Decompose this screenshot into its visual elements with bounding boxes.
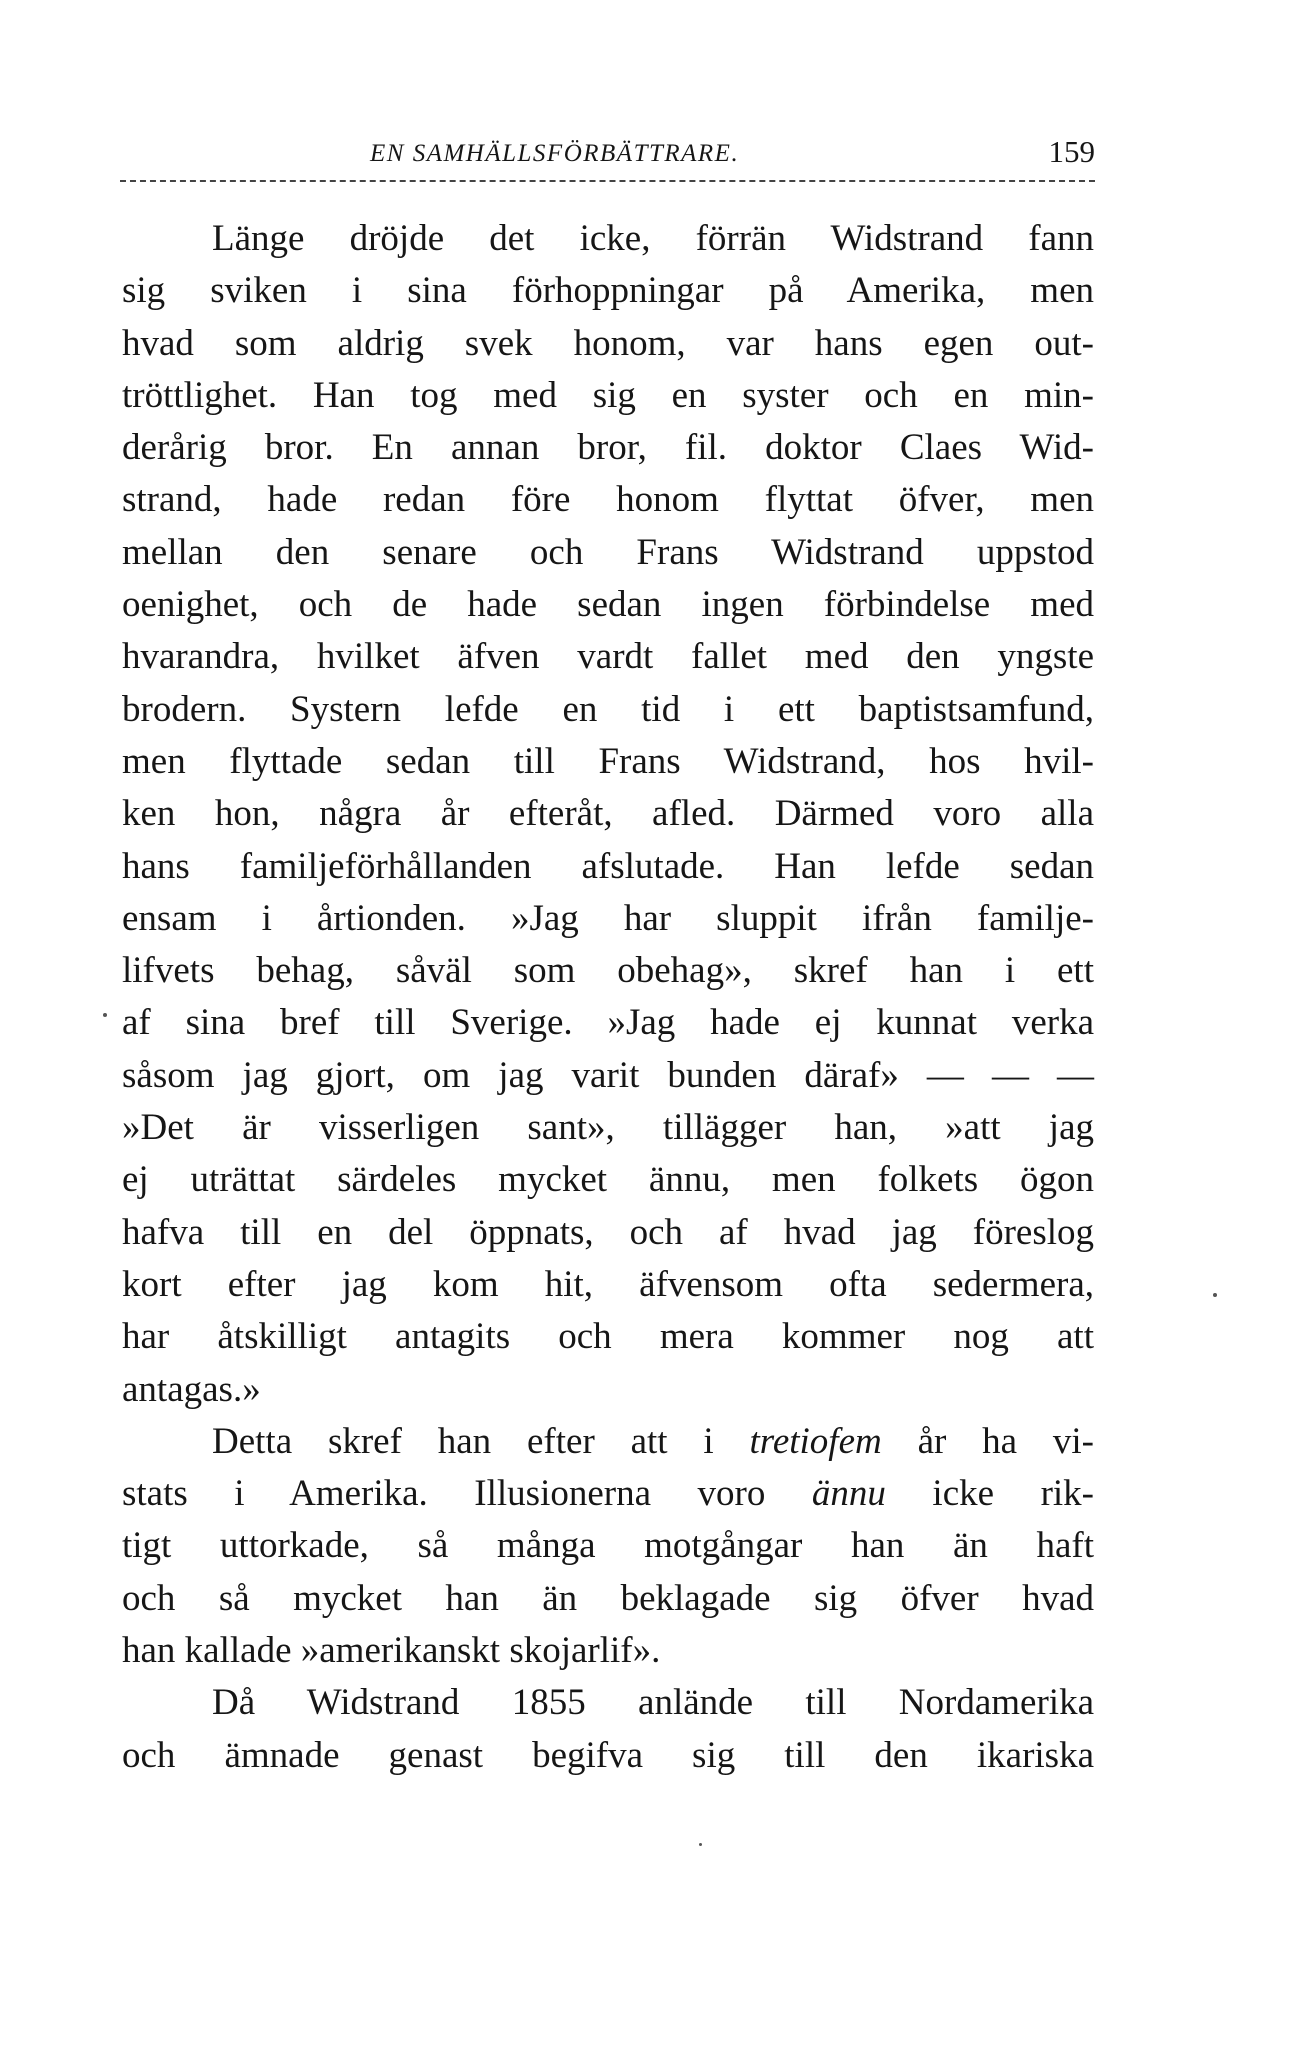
italic-word: ännu xyxy=(811,1473,886,1515)
text-line: Då Widstrand 1855 anlände till Nordamerika xyxy=(212,1682,1094,1724)
text-line: tröttlighet. Han tog med sig en syster och en min- xyxy=(122,374,1094,416)
text-line: derårig bror. En annan bror, fil. doktor Claes Wid- xyxy=(122,427,1094,469)
text-line: hvarandra, hvilket äfven vardt fallet med den yngste xyxy=(122,636,1094,678)
text-line: lifvets behag, såväl som obehag», skref han i ett xyxy=(122,950,1094,992)
text-line: hvad som aldrig svek honom, var hans egen out- xyxy=(122,322,1094,364)
text-line xyxy=(122,1416,1094,1468)
text-line: tigt uttorkade, så många motgångar han än haft xyxy=(122,1525,1094,1567)
text-line xyxy=(122,1468,1094,1520)
print-speck xyxy=(103,1013,107,1017)
text-line: hans familjeförhållanden afslutade. Han lefde sedan xyxy=(122,845,1094,887)
text-run: stats i Amerika. Illusionerna voro xyxy=(122,1473,812,1515)
text-run: år ha vi- xyxy=(881,1420,1094,1462)
text-line: oenighet, och de hade sedan ingen förbindelse med xyxy=(122,584,1094,626)
text-line: kort efter jag kom hit, äfvensom ofta sedermera, xyxy=(122,1263,1094,1305)
print-speck xyxy=(699,1843,702,1846)
text-line: och så mycket han än beklagade sig öfver hvad xyxy=(122,1577,1094,1619)
text-line: och ämnade genast begifva sig till den ikariska xyxy=(122,1734,1094,1776)
text-line: ken hon, några år efteråt, afled. Därmed voro alla xyxy=(122,793,1094,835)
text-line: hafva till en del öppnats, och af hvad jag föreslog xyxy=(122,1211,1094,1253)
text-line: såsom jag gjort, om jag varit bunden däraf» — — — xyxy=(122,1054,1094,1096)
text-run: Detta skref han efter att i xyxy=(212,1420,750,1462)
header-rule xyxy=(120,180,1095,182)
running-head xyxy=(120,128,1095,176)
text-line: har åtskilligt antagits och mera kommer nog att xyxy=(122,1316,1094,1358)
running-title: EN SAMHÄLLSFÖRBÄTTRARE. xyxy=(370,140,740,167)
text-line: men flyttade sedan till Frans Widstrand, hos hvil- xyxy=(122,740,1094,782)
text-line: af sina bref till Sverige. »Jag hade ej kunnat verka xyxy=(122,1002,1094,1044)
page-number: 159 xyxy=(1048,134,1095,169)
italic-word: tretiofem xyxy=(749,1420,882,1462)
body-text xyxy=(122,213,1094,1782)
text-line: antagas.» xyxy=(122,1368,261,1410)
text-line: mellan den senare och Frans Widstrand uppstod xyxy=(122,531,1094,573)
text-line: »Det är visserligen sant», tillägger han, »att jag xyxy=(122,1107,1094,1149)
text-line: strand, hade redan före honom flyttat öfver, men xyxy=(122,479,1094,521)
text-line: han kallade »amerikanskt skojarlif». xyxy=(122,1630,661,1672)
text-line: ensam i årtionden. »Jag har sluppit ifrån familje- xyxy=(122,897,1094,939)
text-line: brodern. Systern lefde en tid i ett baptistsamfund, xyxy=(122,688,1094,730)
text-line: sig sviken i sina förhoppningar på Amerika, men xyxy=(122,270,1094,312)
text-line: Länge dröjde det icke, förrän Widstrand fann xyxy=(212,218,1094,259)
text-line: ej uträttat särdeles mycket ännu, men folkets ögon xyxy=(122,1159,1094,1201)
print-speck xyxy=(1213,1293,1217,1297)
text-run: icke rik- xyxy=(885,1473,1095,1515)
